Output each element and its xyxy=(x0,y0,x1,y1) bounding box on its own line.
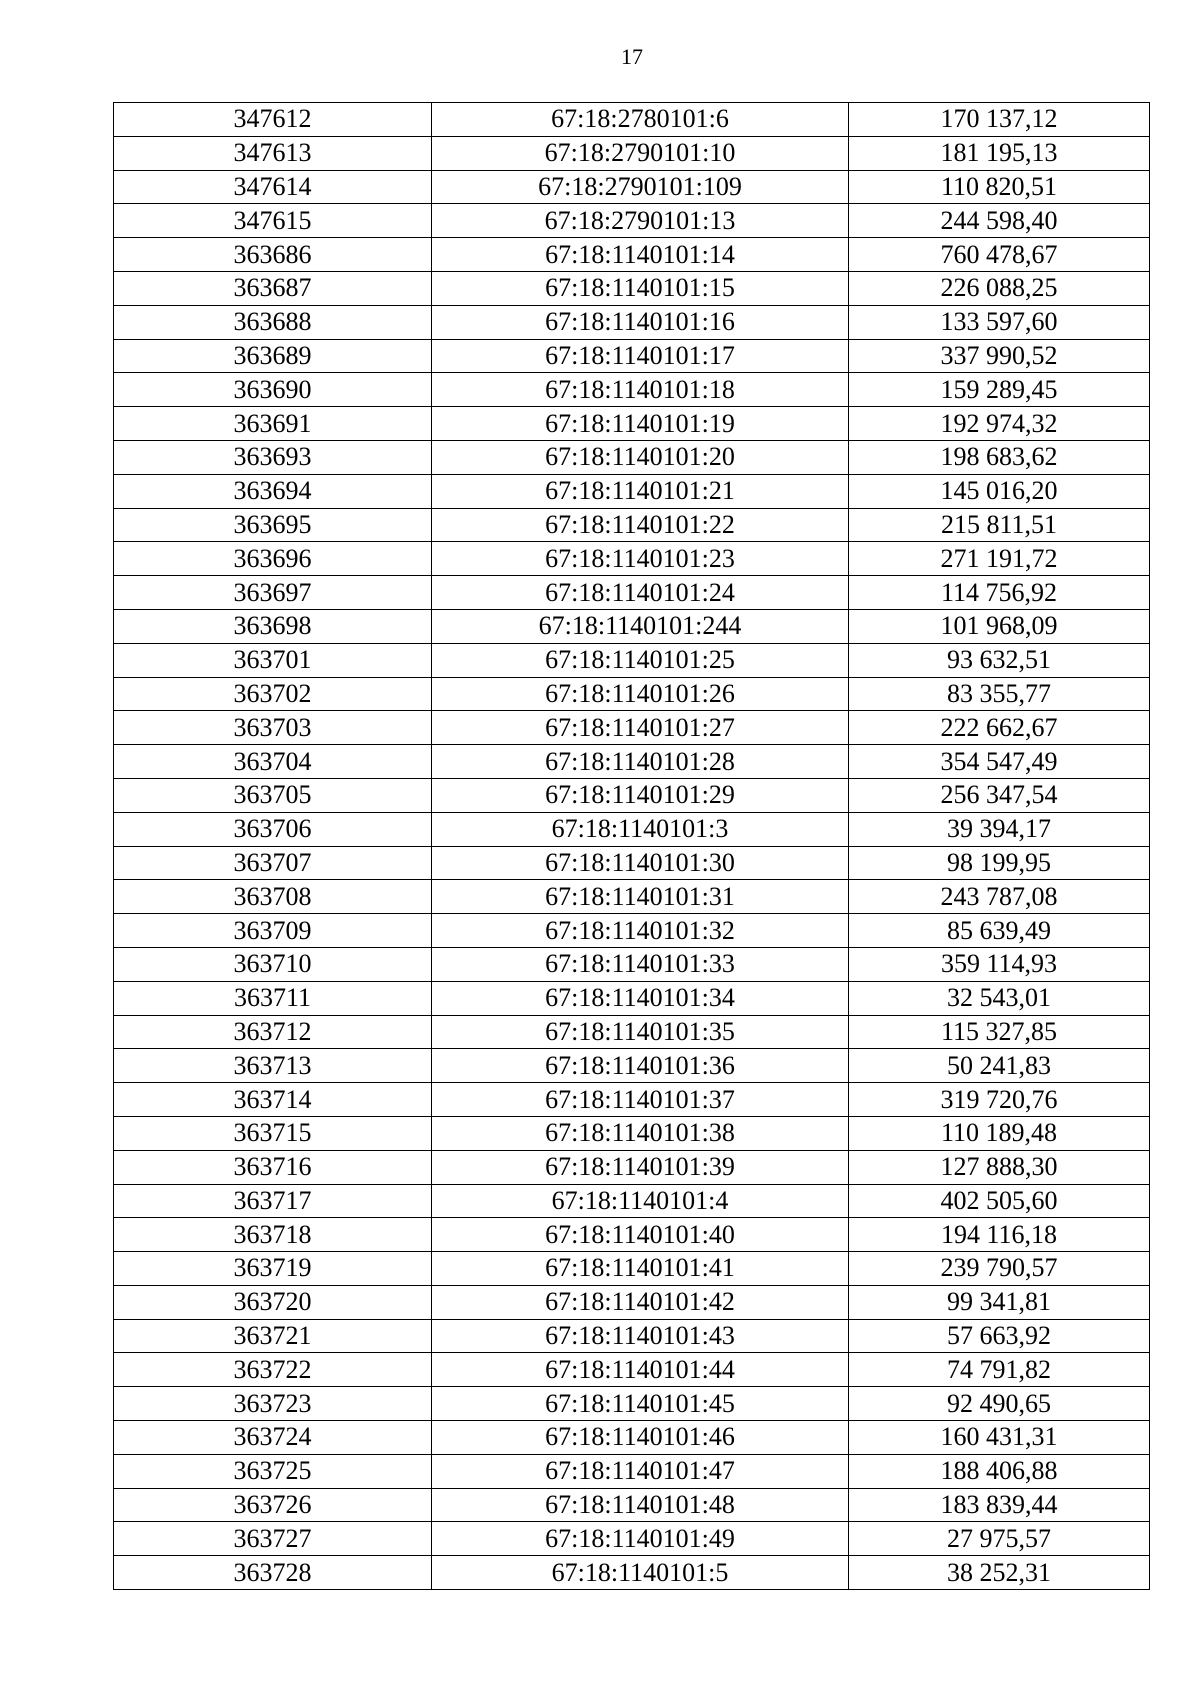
row-number-cell: 347615 xyxy=(114,204,432,238)
table-row xyxy=(114,440,1150,474)
row-number-cell: 363689 xyxy=(114,339,432,373)
value-cell: 337 990,52 xyxy=(849,339,1150,373)
cadastral-number-cell: 67:18:1140101:30 xyxy=(432,846,849,880)
cadastral-number-cell: 67:18:1140101:33 xyxy=(432,947,849,981)
table-row xyxy=(114,1150,1150,1184)
table-row xyxy=(114,643,1150,677)
value-cell: 215 811,51 xyxy=(849,508,1150,542)
cadastral-number-cell: 67:18:1140101:4 xyxy=(432,1184,849,1218)
table-row xyxy=(114,947,1150,981)
table-row xyxy=(114,880,1150,914)
row-number-cell: 363694 xyxy=(114,474,432,508)
cadastral-number-cell: 67:18:1140101:32 xyxy=(432,914,849,948)
cadastral-number-cell: 67:18:1140101:21 xyxy=(432,474,849,508)
registry-table xyxy=(113,102,1150,1590)
cadastral-number-cell: 67:18:1140101:25 xyxy=(432,643,849,677)
table-row xyxy=(114,576,1150,610)
value-cell: 110 189,48 xyxy=(849,1116,1150,1150)
cadastral-number-cell: 67:18:1140101:16 xyxy=(432,305,849,339)
row-number-cell: 363716 xyxy=(114,1150,432,1184)
value-cell: 226 088,25 xyxy=(849,271,1150,305)
row-number-cell: 363690 xyxy=(114,373,432,407)
row-number-cell: 363701 xyxy=(114,643,432,677)
table-row xyxy=(114,1252,1150,1286)
row-number-cell: 347614 xyxy=(114,170,432,204)
row-number-cell: 363719 xyxy=(114,1252,432,1286)
cadastral-number-cell: 67:18:1140101:14 xyxy=(432,238,849,272)
value-cell: 92 490,65 xyxy=(849,1387,1150,1421)
table-row xyxy=(114,339,1150,373)
value-cell: 114 756,92 xyxy=(849,576,1150,610)
cadastral-number-cell: 67:18:2790101:109 xyxy=(432,170,849,204)
table-row xyxy=(114,1015,1150,1049)
value-cell: 74 791,82 xyxy=(849,1353,1150,1387)
value-cell: 188 406,88 xyxy=(849,1454,1150,1488)
value-cell: 354 547,49 xyxy=(849,745,1150,779)
row-number-cell: 363724 xyxy=(114,1421,432,1455)
row-number-cell: 363704 xyxy=(114,745,432,779)
cadastral-number-cell: 67:18:2790101:13 xyxy=(432,204,849,238)
value-cell: 160 431,31 xyxy=(849,1421,1150,1455)
table-row xyxy=(114,1556,1150,1590)
table-row xyxy=(114,542,1150,576)
cadastral-number-cell: 67:18:1140101:36 xyxy=(432,1049,849,1083)
cadastral-number-cell: 67:18:1140101:38 xyxy=(432,1116,849,1150)
cadastral-number-cell: 67:18:1140101:37 xyxy=(432,1083,849,1117)
value-cell: 239 790,57 xyxy=(849,1252,1150,1286)
cadastral-number-cell: 67:18:1140101:18 xyxy=(432,373,849,407)
row-number-cell: 363718 xyxy=(114,1218,432,1252)
value-cell: 50 241,83 xyxy=(849,1049,1150,1083)
row-number-cell: 363687 xyxy=(114,271,432,305)
value-cell: 115 327,85 xyxy=(849,1015,1150,1049)
row-number-cell: 363717 xyxy=(114,1184,432,1218)
value-cell: 222 662,67 xyxy=(849,711,1150,745)
cadastral-number-cell: 67:18:1140101:22 xyxy=(432,508,849,542)
table-row xyxy=(114,238,1150,272)
cadastral-number-cell: 67:18:1140101:29 xyxy=(432,778,849,812)
row-number-cell: 363707 xyxy=(114,846,432,880)
value-cell: 192 974,32 xyxy=(849,407,1150,441)
row-number-cell: 363702 xyxy=(114,677,432,711)
value-cell: 319 720,76 xyxy=(849,1083,1150,1117)
table-row xyxy=(114,1522,1150,1556)
cadastral-number-cell: 67:18:1140101:17 xyxy=(432,339,849,373)
table-row xyxy=(114,204,1150,238)
cadastral-number-cell: 67:18:1140101:35 xyxy=(432,1015,849,1049)
row-number-cell: 363723 xyxy=(114,1387,432,1421)
cadastral-number-cell: 67:18:1140101:47 xyxy=(432,1454,849,1488)
cadastral-number-cell: 67:18:1140101:19 xyxy=(432,407,849,441)
table-row xyxy=(114,1353,1150,1387)
table-row xyxy=(114,677,1150,711)
cadastral-number-cell: 67:18:1140101:49 xyxy=(432,1522,849,1556)
table-row xyxy=(114,609,1150,643)
table-row xyxy=(114,812,1150,846)
value-cell: 198 683,62 xyxy=(849,440,1150,474)
cadastral-number-cell: 67:18:1140101:45 xyxy=(432,1387,849,1421)
cadastral-number-cell: 67:18:1140101:46 xyxy=(432,1421,849,1455)
cadastral-number-cell: 67:18:1140101:15 xyxy=(432,271,849,305)
row-number-cell: 363728 xyxy=(114,1556,432,1590)
row-number-cell: 363686 xyxy=(114,238,432,272)
row-number-cell: 363711 xyxy=(114,981,432,1015)
row-number-cell: 363712 xyxy=(114,1015,432,1049)
table-row xyxy=(114,1116,1150,1150)
table-row xyxy=(114,1454,1150,1488)
cadastral-number-cell: 67:18:1140101:48 xyxy=(432,1488,849,1522)
value-cell: 27 975,57 xyxy=(849,1522,1150,1556)
value-cell: 145 016,20 xyxy=(849,474,1150,508)
row-number-cell: 363714 xyxy=(114,1083,432,1117)
value-cell: 83 355,77 xyxy=(849,677,1150,711)
table-row xyxy=(114,474,1150,508)
cadastral-number-cell: 67:18:1140101:44 xyxy=(432,1353,849,1387)
cadastral-number-cell: 67:18:1140101:41 xyxy=(432,1252,849,1286)
row-number-cell: 363698 xyxy=(114,609,432,643)
cadastral-number-cell: 67:18:1140101:34 xyxy=(432,981,849,1015)
cadastral-number-cell: 67:18:1140101:43 xyxy=(432,1319,849,1353)
value-cell: 133 597,60 xyxy=(849,305,1150,339)
value-cell: 99 341,81 xyxy=(849,1285,1150,1319)
table-row xyxy=(114,778,1150,812)
row-number-cell: 363688 xyxy=(114,305,432,339)
table-row xyxy=(114,1387,1150,1421)
row-number-cell: 363705 xyxy=(114,778,432,812)
cadastral-number-cell: 67:18:1140101:5 xyxy=(432,1556,849,1590)
value-cell: 57 663,92 xyxy=(849,1319,1150,1353)
table-row xyxy=(114,1488,1150,1522)
row-number-cell: 363703 xyxy=(114,711,432,745)
table-row xyxy=(114,1049,1150,1083)
value-cell: 127 888,30 xyxy=(849,1150,1150,1184)
table-row xyxy=(114,1285,1150,1319)
table-row xyxy=(114,407,1150,441)
value-cell: 402 505,60 xyxy=(849,1184,1150,1218)
cadastral-number-cell: 67:18:1140101:20 xyxy=(432,440,849,474)
table-row xyxy=(114,846,1150,880)
row-number-cell: 363726 xyxy=(114,1488,432,1522)
table-row xyxy=(114,305,1150,339)
cadastral-number-cell: 67:18:1140101:40 xyxy=(432,1218,849,1252)
row-number-cell: 363709 xyxy=(114,914,432,948)
cadastral-number-cell: 67:18:1140101:39 xyxy=(432,1150,849,1184)
table-row xyxy=(114,373,1150,407)
cadastral-number-cell: 67:18:1140101:27 xyxy=(432,711,849,745)
row-number-cell: 363691 xyxy=(114,407,432,441)
row-number-cell: 363713 xyxy=(114,1049,432,1083)
row-number-cell: 363725 xyxy=(114,1454,432,1488)
value-cell: 32 543,01 xyxy=(849,981,1150,1015)
row-number-cell: 347613 xyxy=(114,136,432,170)
cadastral-number-cell: 67:18:1140101:26 xyxy=(432,677,849,711)
value-cell: 244 598,40 xyxy=(849,204,1150,238)
table-row xyxy=(114,508,1150,542)
table-row xyxy=(114,745,1150,779)
row-number-cell: 363727 xyxy=(114,1522,432,1556)
value-cell: 159 289,45 xyxy=(849,373,1150,407)
page-number: 17 xyxy=(621,44,643,69)
row-number-cell: 363706 xyxy=(114,812,432,846)
value-cell: 183 839,44 xyxy=(849,1488,1150,1522)
table-row xyxy=(114,170,1150,204)
cadastral-number-cell: 67:18:2790101:10 xyxy=(432,136,849,170)
table-row xyxy=(114,103,1150,137)
cadastral-number-cell: 67:18:1140101:31 xyxy=(432,880,849,914)
value-cell: 170 137,12 xyxy=(849,103,1150,137)
value-cell: 271 191,72 xyxy=(849,542,1150,576)
row-number-cell: 363722 xyxy=(114,1353,432,1387)
registry-table-body xyxy=(114,103,1150,1590)
value-cell: 93 632,51 xyxy=(849,643,1150,677)
table-row xyxy=(114,1184,1150,1218)
table-row xyxy=(114,271,1150,305)
table-row xyxy=(114,1421,1150,1455)
value-cell: 98 199,95 xyxy=(849,846,1150,880)
cadastral-number-cell: 67:18:1140101:28 xyxy=(432,745,849,779)
table-row xyxy=(114,711,1150,745)
table-row xyxy=(114,981,1150,1015)
table-row xyxy=(114,1218,1150,1252)
value-cell: 101 968,09 xyxy=(849,609,1150,643)
value-cell: 39 394,17 xyxy=(849,812,1150,846)
cadastral-number-cell: 67:18:1140101:42 xyxy=(432,1285,849,1319)
cadastral-number-cell: 67:18:1140101:24 xyxy=(432,576,849,610)
value-cell: 760 478,67 xyxy=(849,238,1150,272)
value-cell: 194 116,18 xyxy=(849,1218,1150,1252)
value-cell: 243 787,08 xyxy=(849,880,1150,914)
table-row xyxy=(114,1083,1150,1117)
row-number-cell: 363695 xyxy=(114,508,432,542)
value-cell: 256 347,54 xyxy=(849,778,1150,812)
cadastral-number-cell: 67:18:1140101:3 xyxy=(432,812,849,846)
row-number-cell: 363710 xyxy=(114,947,432,981)
value-cell: 110 820,51 xyxy=(849,170,1150,204)
value-cell: 38 252,31 xyxy=(849,1556,1150,1590)
row-number-cell: 363697 xyxy=(114,576,432,610)
cadastral-number-cell: 67:18:2780101:6 xyxy=(432,103,849,137)
table-row xyxy=(114,914,1150,948)
row-number-cell: 347612 xyxy=(114,103,432,137)
row-number-cell: 363715 xyxy=(114,1116,432,1150)
value-cell: 359 114,93 xyxy=(849,947,1150,981)
row-number-cell: 363721 xyxy=(114,1319,432,1353)
cadastral-number-cell: 67:18:1140101:23 xyxy=(432,542,849,576)
row-number-cell: 363696 xyxy=(114,542,432,576)
row-number-cell: 363693 xyxy=(114,440,432,474)
value-cell: 181 195,13 xyxy=(849,136,1150,170)
value-cell: 85 639,49 xyxy=(849,914,1150,948)
row-number-cell: 363720 xyxy=(114,1285,432,1319)
table-row xyxy=(114,1319,1150,1353)
row-number-cell: 363708 xyxy=(114,880,432,914)
cadastral-number-cell: 67:18:1140101:244 xyxy=(432,609,849,643)
table-row xyxy=(114,136,1150,170)
